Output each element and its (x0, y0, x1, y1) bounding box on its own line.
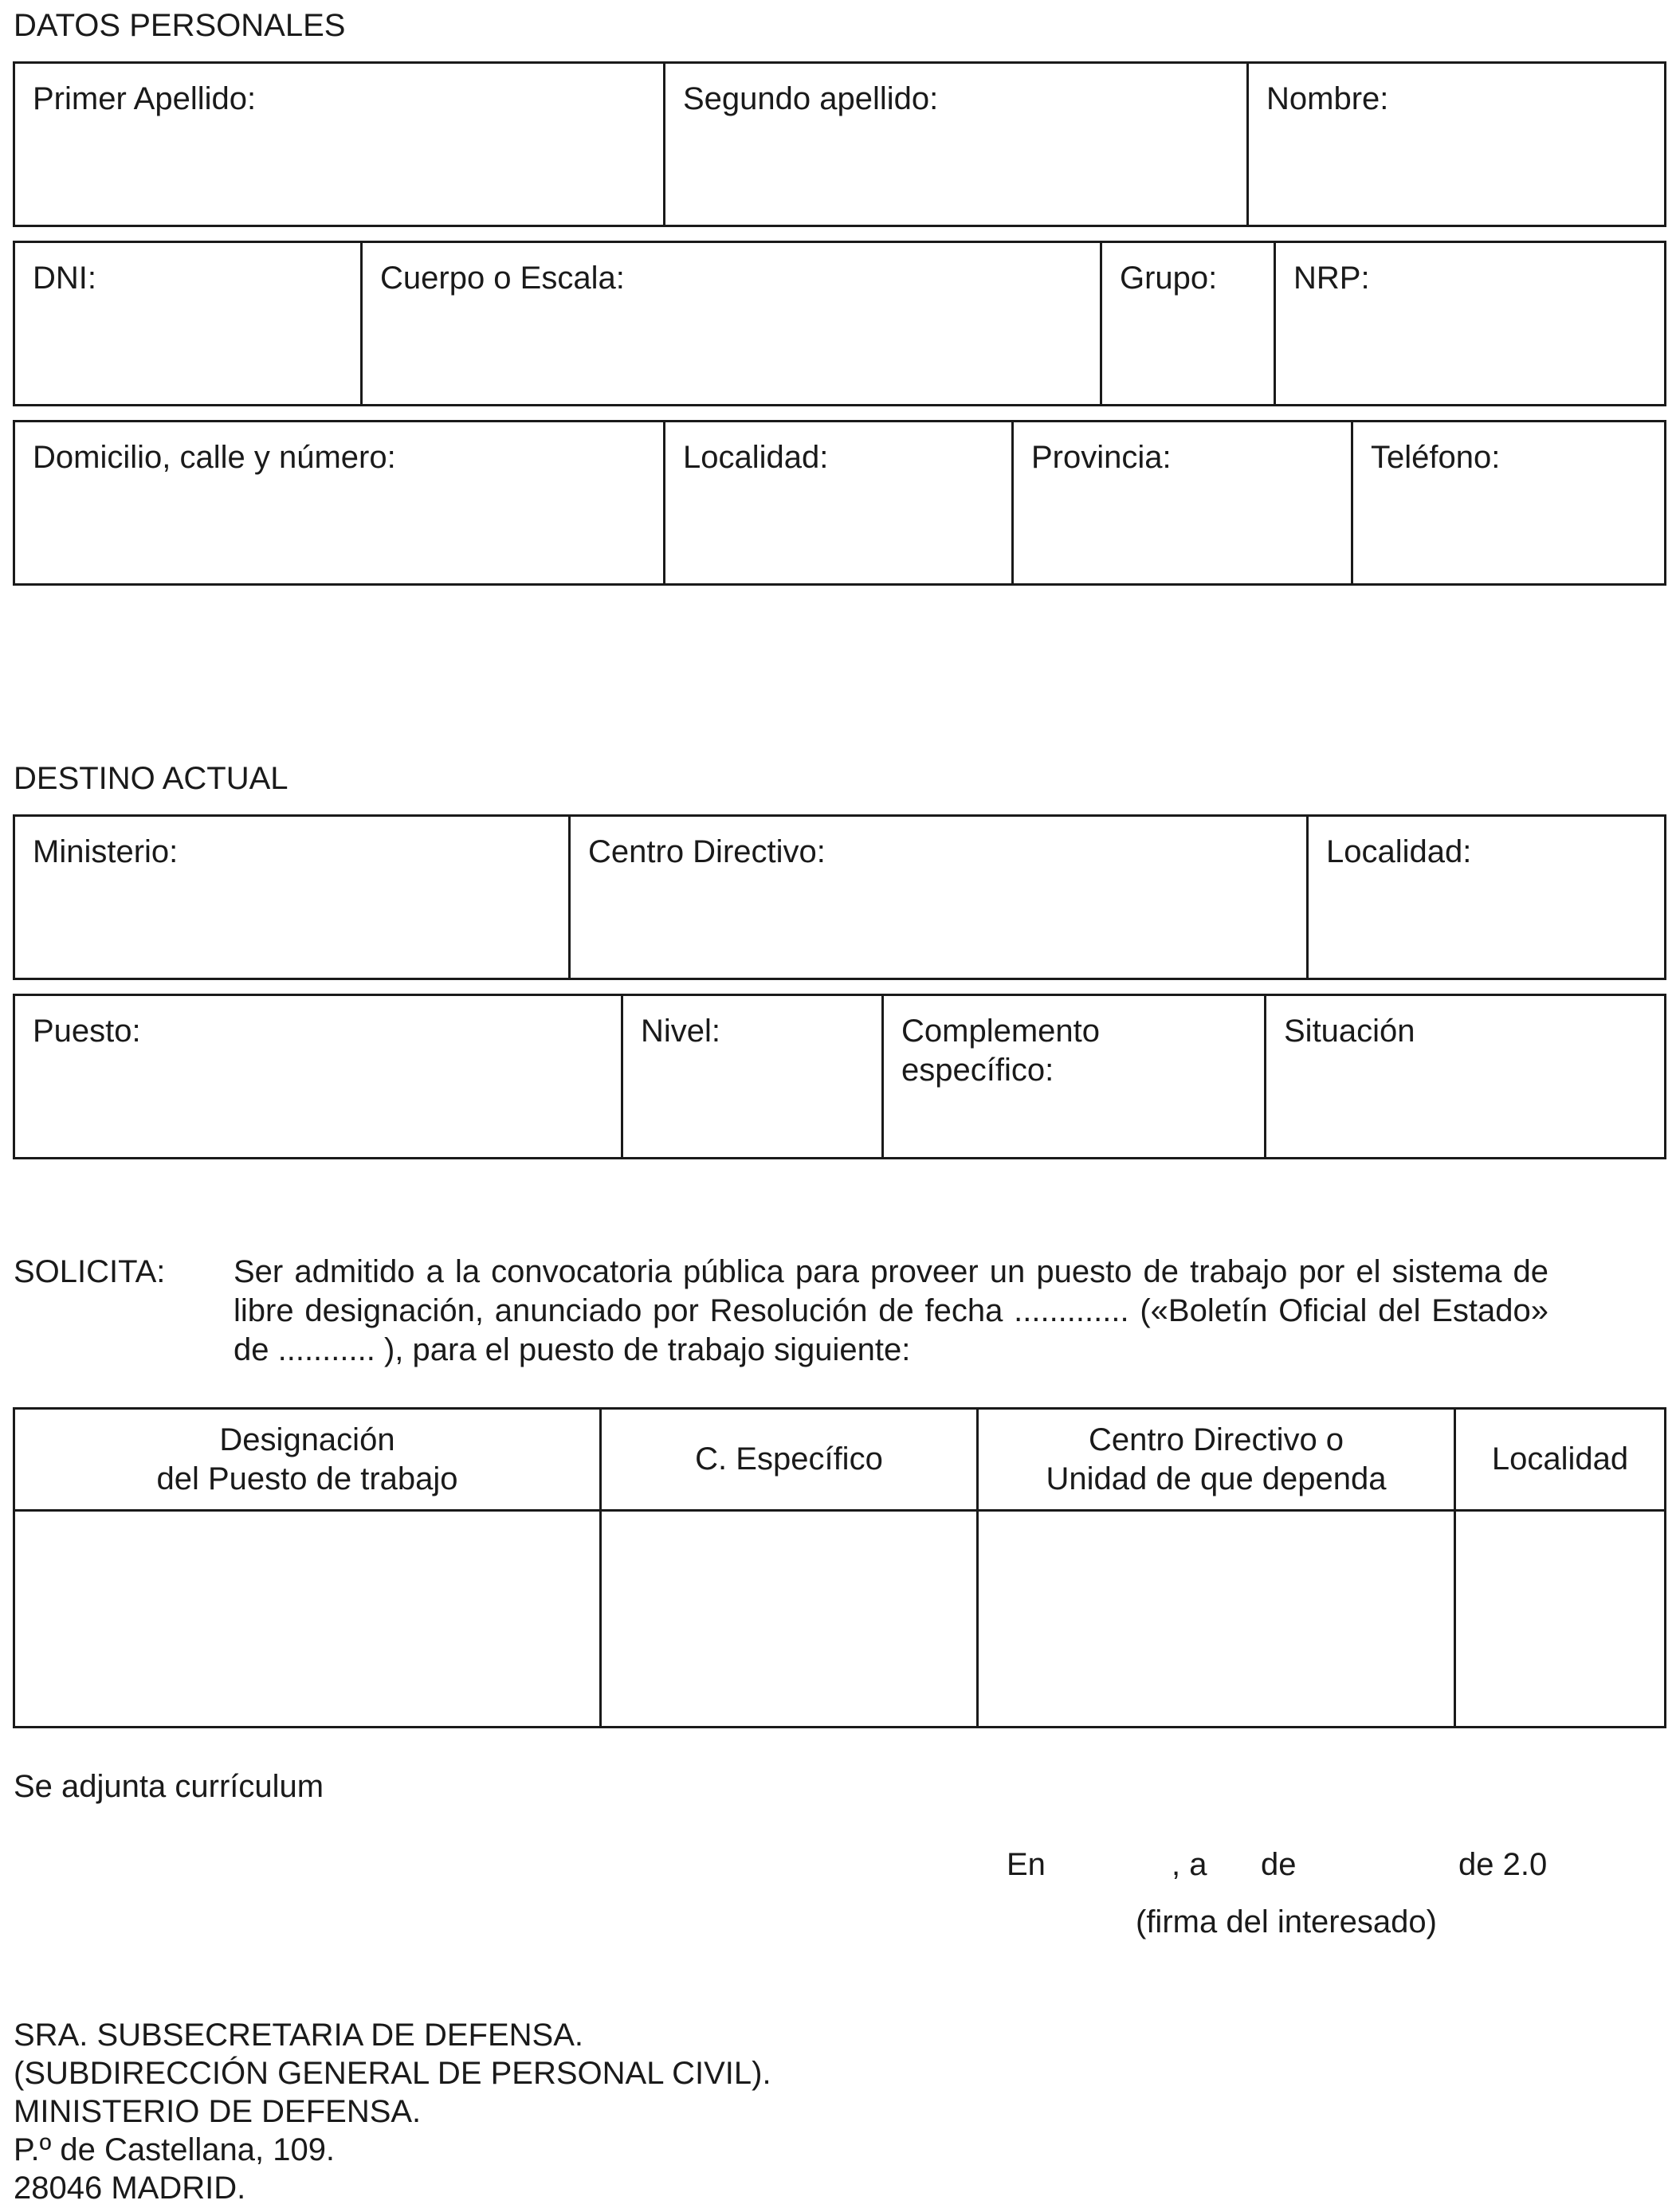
col-designacion-header: Designación del Puesto de trabajo (14, 1409, 601, 1511)
datos-personales-row-3 (13, 420, 1666, 586)
localidad-field[interactable]: Localidad: (665, 422, 1013, 585)
cuerpo-escala-field[interactable]: Cuerpo o Escala: (362, 242, 1101, 406)
nrp-field[interactable]: NRP: (1275, 242, 1666, 406)
grupo-field[interactable]: Grupo: (1101, 242, 1275, 406)
fecha-year-label: de 2.0 (1458, 1847, 1548, 1882)
solicita-text: Ser admitido a la convocatoria pública para proveer un puesto de trabajo por el sistema de libre designación, anunciado por Resolución de fecha ............. («Boletín Oficial del Estado» de ........... ), para el puesto de trabajo siguiente: (234, 1254, 1548, 1367)
situacion-field[interactable]: Situación (1266, 995, 1666, 1159)
solicita-label: SOLICITA: (14, 1254, 166, 1289)
primer-apellido-field[interactable]: Primer Apellido: (14, 63, 665, 226)
puesto-solicitado-table (13, 1407, 1666, 1728)
destinatario-line: SRA. SUBSECRETARIA DE DEFENSA. (14, 2018, 583, 2053)
nivel-field[interactable]: Nivel: (622, 995, 883, 1159)
dni-field[interactable]: DNI: (14, 242, 362, 406)
datos-personales-heading: DATOS PERSONALES (14, 8, 346, 43)
complemento-especifico-label: Complemento específico: (901, 1014, 1101, 1088)
datos-personales-row-2 (13, 241, 1666, 406)
firma-label: (firma del interesado) (1136, 1904, 1437, 1939)
complemento-especifico-field[interactable] (883, 995, 1266, 1159)
destinatario-line: P.º de Castellana, 109. (14, 2132, 336, 2167)
provincia-field[interactable]: Provincia: (1013, 422, 1352, 585)
puesto-field[interactable]: Puesto: (14, 995, 622, 1159)
table-row (14, 1511, 1666, 1728)
ministerio-field[interactable]: Ministerio: (14, 816, 570, 979)
domicilio-field[interactable]: Domicilio, calle y número: (14, 422, 665, 585)
centro-directivo-field[interactable]: Centro Directivo: (570, 816, 1308, 979)
destinatario-line: MINISTERIO DE DEFENSA. (14, 2094, 422, 2129)
adjunta-curriculum-text: Se adjunta currículum (14, 1769, 324, 1804)
destino-actual-row-2 (13, 994, 1666, 1159)
nombre-field[interactable]: Nombre: (1248, 63, 1666, 226)
fecha-en-label: En (1007, 1847, 1046, 1882)
col-c-especifico-header: C. Específico (601, 1409, 978, 1511)
fecha-de-label: de (1261, 1847, 1297, 1882)
designacion-cell[interactable] (14, 1511, 601, 1728)
centro-directivo-cell[interactable] (978, 1511, 1455, 1728)
c-especifico-cell[interactable] (601, 1511, 978, 1728)
col-centro-directivo-header: Centro Directivo o Unidad de que dependa (978, 1409, 1455, 1511)
destinatario-line: (SUBDIRECCIÓN GENERAL DE PERSONAL CIVIL). (14, 2056, 771, 2091)
destino-actual-heading: DESTINO ACTUAL (14, 761, 288, 796)
col-localidad-header: Localidad (1455, 1409, 1666, 1511)
destinatario-block (14, 2016, 771, 2207)
datos-personales-row-1 (13, 61, 1666, 227)
localidad-cell[interactable] (1455, 1511, 1666, 1728)
destino-localidad-field[interactable]: Localidad: (1308, 816, 1666, 979)
destino-actual-row-1 (13, 814, 1666, 980)
fecha-a-label: , a (1172, 1847, 1207, 1882)
telefono-field[interactable]: Teléfono: (1352, 422, 1666, 585)
segundo-apellido-field[interactable]: Segundo apellido: (665, 63, 1248, 226)
destinatario-line: 28046 MADRID. (14, 2171, 246, 2206)
table-header-row (14, 1409, 1666, 1511)
